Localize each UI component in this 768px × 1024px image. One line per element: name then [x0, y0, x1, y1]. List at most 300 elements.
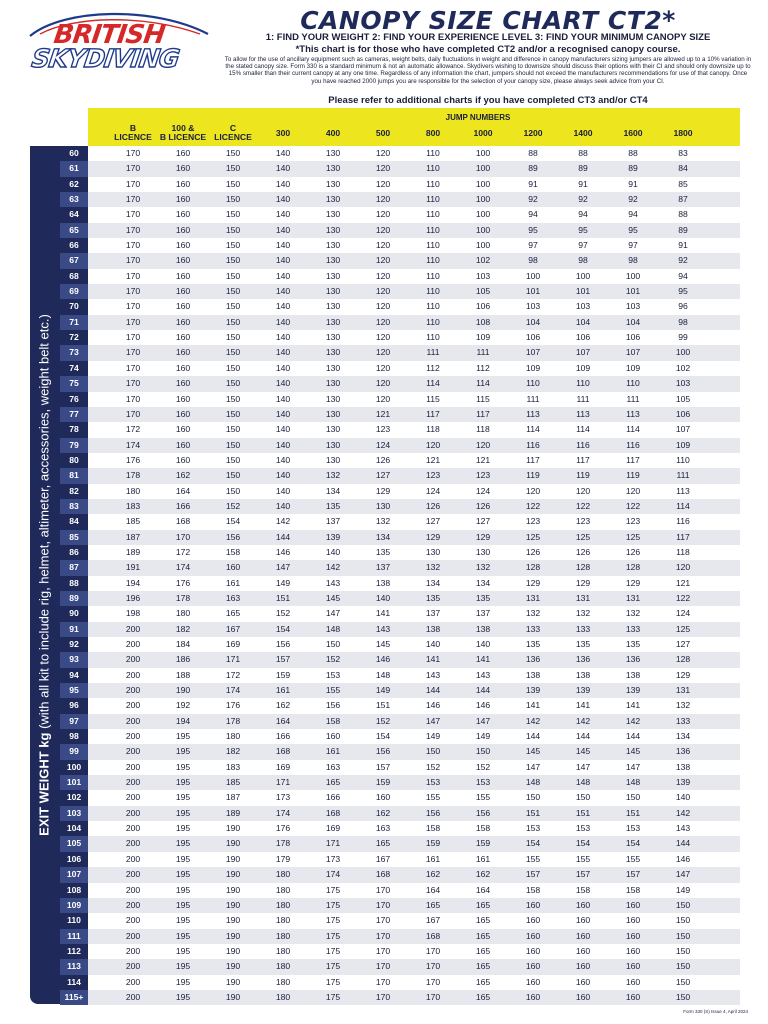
weight-cell: 83 — [60, 499, 88, 514]
canopy-size-cell: 200 — [125, 731, 141, 742]
canopy-size-cell: 130 — [325, 194, 341, 205]
canopy-size-cell: 107 — [675, 424, 691, 435]
canopy-size-cell: 160 — [175, 194, 191, 205]
table-row — [60, 453, 740, 468]
weight-cell: 77 — [60, 407, 88, 422]
canopy-size-cell: 94 — [628, 209, 638, 220]
canopy-size-cell: 110 — [426, 286, 440, 297]
column-header — [558, 129, 608, 138]
canopy-size-cell: 153 — [425, 777, 441, 788]
canopy-size-cell: 91 — [528, 178, 538, 189]
canopy-size-cell: 152 — [375, 715, 391, 726]
canopy-size-cell: 110 — [426, 301, 440, 312]
canopy-size-cell: 160 — [525, 915, 541, 926]
canopy-size-cell: 195 — [175, 777, 191, 788]
canopy-size-cell: 171 — [275, 777, 291, 788]
canopy-size-cell: 140 — [275, 500, 291, 511]
table-row — [60, 959, 740, 974]
canopy-size-cell: 170 — [125, 194, 141, 205]
canopy-size-cell: 142 — [625, 715, 641, 726]
canopy-size-cell: 96 — [678, 301, 688, 312]
weight-cell: 92 — [69, 639, 79, 649]
canopy-size-cell: 172 — [125, 424, 141, 435]
canopy-size-cell: 150 — [225, 194, 241, 205]
canopy-size-cell: 122 — [675, 592, 691, 603]
canopy-size-cell: 160 — [175, 362, 191, 373]
canopy-size-cell: 180 — [275, 945, 291, 956]
canopy-size-cell: 112 — [476, 362, 490, 373]
canopy-size-cell: 160 — [625, 899, 641, 910]
canopy-size-cell: 142 — [525, 715, 541, 726]
canopy-size-cell: 118 — [476, 424, 490, 435]
weight-cell: 88 — [69, 577, 79, 588]
canopy-size-cell: 138 — [375, 577, 391, 588]
canopy-size-cell: 175 — [325, 884, 341, 895]
canopy-size-cell: 139 — [625, 685, 641, 696]
canopy-size-cell: 111 — [426, 347, 440, 358]
canopy-size-cell: 178 — [275, 838, 291, 849]
weight-cell: 105 — [60, 836, 88, 851]
canopy-size-cell: 141 — [575, 700, 591, 711]
canopy-size-cell: 132 — [325, 470, 341, 481]
canopy-size-cell: 140 — [275, 270, 291, 281]
canopy-size-cell: 158 — [475, 823, 491, 834]
canopy-size-cell: 111 — [526, 393, 540, 404]
canopy-size-cell: 150 — [225, 347, 241, 358]
canopy-size-cell: 155 — [325, 685, 341, 696]
canopy-size-cell: 146 — [675, 853, 691, 864]
refer-note: Please refer to additional charts if you have completed CT3 and/or CT4 — [328, 95, 648, 106]
canopy-size-cell: 170 — [375, 976, 391, 987]
canopy-size-cell: 160 — [375, 792, 391, 803]
canopy-size-cell: 153 — [475, 777, 491, 788]
canopy-size-cell: 200 — [125, 976, 141, 987]
weight-cell: 72 — [69, 332, 79, 343]
canopy-size-cell: 108 — [475, 316, 491, 327]
weight-cell: 106 — [66, 853, 82, 864]
canopy-size-cell: 160 — [575, 945, 591, 956]
column-header — [108, 124, 158, 142]
canopy-size-cell: 150 — [225, 316, 241, 327]
table-row — [60, 146, 740, 161]
canopy-size-cell: 170 — [375, 884, 391, 895]
canopy-size-cell: 170 — [375, 930, 391, 941]
weight-cell: 60 — [69, 148, 79, 158]
canopy-size-cell: 123 — [375, 424, 391, 435]
canopy-size-cell: 134 — [425, 577, 441, 588]
canopy-size-cell: 170 — [125, 163, 141, 174]
exit-weight-label-bold: EXIT WEIGHT kg — [36, 732, 52, 836]
canopy-size-cell: 162 — [425, 869, 441, 880]
canopy-size-cell: 163 — [225, 592, 241, 603]
canopy-size-cell: 116 — [626, 439, 640, 450]
canopy-size-cell: 97 — [628, 240, 638, 251]
canopy-size-cell: 117 — [426, 408, 440, 419]
canopy-size-cell: 150 — [325, 639, 341, 649]
canopy-size-cell: 123 — [425, 470, 441, 481]
table-row — [60, 975, 740, 990]
canopy-size-cell: 178 — [225, 715, 241, 726]
canopy-size-cell: 140 — [275, 224, 291, 235]
weight-cell: 107 — [60, 867, 88, 882]
canopy-size-cell: 123 — [575, 516, 591, 527]
canopy-size-cell: 120 — [375, 163, 391, 174]
canopy-size-cell: 120 — [375, 255, 391, 266]
canopy-size-cell: 140 — [275, 347, 291, 358]
weight-cell: 102 — [66, 792, 82, 803]
canopy-size-cell: 167 — [225, 623, 241, 634]
table-row — [60, 698, 740, 713]
canopy-size-cell: 142 — [325, 562, 341, 573]
canopy-size-cell: 120 — [375, 393, 391, 404]
canopy-size-cell: 200 — [125, 777, 141, 788]
canopy-size-cell: 117 — [576, 454, 590, 465]
canopy-size-cell: 109 — [575, 362, 591, 373]
weight-cell: 67 — [60, 253, 88, 268]
canopy-size-cell: 120 — [375, 316, 391, 327]
canopy-size-cell: 174 — [325, 869, 341, 880]
canopy-size-cell: 140 — [275, 255, 291, 266]
canopy-size-cell: 140 — [275, 454, 291, 465]
canopy-size-cell: 178 — [125, 470, 141, 481]
canopy-size-cell: 200 — [125, 700, 141, 711]
canopy-size-cell: 138 — [425, 623, 441, 634]
canopy-size-cell: 142 — [675, 807, 691, 818]
weight-cell: 66 — [69, 240, 79, 251]
table-row — [60, 990, 740, 1005]
canopy-size-cell: 164 — [275, 715, 291, 726]
canopy-size-cell: 168 — [425, 930, 441, 941]
canopy-size-cell: 170 — [125, 270, 141, 281]
canopy-size-cell: 156 — [275, 639, 291, 649]
canopy-size-cell: 187 — [125, 531, 141, 542]
column-header-line: 1200 — [523, 128, 543, 138]
canopy-size-cell: 158 — [575, 884, 591, 895]
canopy-size-cell: 200 — [125, 945, 141, 956]
canopy-size-cell: 130 — [425, 546, 441, 557]
canopy-size-cell: 89 — [528, 163, 538, 174]
canopy-size-cell: 165 — [475, 961, 491, 972]
canopy-size-cell: 195 — [175, 915, 191, 926]
column-header-line: 500 — [375, 128, 391, 138]
canopy-size-cell: 88 — [628, 148, 638, 158]
canopy-size-cell: 174 — [125, 439, 141, 450]
canopy-size-cell: 87 — [678, 194, 688, 205]
canopy-size-cell: 142 — [575, 715, 591, 726]
canopy-size-cell: 98 — [528, 255, 538, 266]
canopy-size-cell: 190 — [225, 853, 241, 864]
table-row — [60, 407, 740, 422]
column-header — [358, 129, 408, 138]
canopy-size-cell: 152 — [425, 761, 441, 772]
canopy-size-cell: 156 — [225, 531, 241, 542]
canopy-size-cell: 174 — [175, 562, 191, 573]
canopy-size-cell: 165 — [225, 608, 241, 619]
canopy-size-cell: 119 — [576, 470, 590, 481]
weight-cell: 82 — [69, 485, 79, 496]
canopy-size-cell: 150 — [225, 163, 241, 174]
canopy-size-cell: 116 — [576, 439, 590, 450]
canopy-size-cell: 110 — [426, 255, 440, 266]
canopy-size-cell: 100 — [675, 347, 691, 358]
table-row — [60, 468, 740, 483]
canopy-size-cell: 154 — [225, 516, 241, 527]
canopy-size-cell: 170 — [125, 178, 141, 189]
canopy-size-cell: 124 — [425, 485, 441, 496]
canopy-size-cell: 129 — [375, 485, 391, 496]
canopy-size-cell: 200 — [125, 654, 141, 665]
canopy-size-cell: 115 — [426, 393, 440, 404]
weight-cell: 69 — [60, 284, 88, 299]
canopy-size-cell: 200 — [125, 823, 141, 834]
canopy-size-cell: 154 — [275, 623, 291, 634]
canopy-size-cell: 170 — [125, 301, 141, 312]
canopy-size-cell: 170 — [125, 332, 141, 343]
table-row — [60, 361, 740, 376]
canopy-size-cell: 190 — [225, 976, 241, 987]
canopy-size-cell: 175 — [325, 961, 341, 972]
canopy-size-cell: 170 — [125, 408, 141, 419]
canopy-size-cell: 170 — [125, 316, 141, 327]
weight-cell: 65 — [60, 223, 88, 238]
canopy-size-cell: 105 — [475, 286, 491, 297]
logo-line-skydiving: SKYDIVING — [29, 44, 181, 73]
canopy-size-cell: 159 — [475, 838, 491, 849]
canopy-size-cell: 160 — [175, 240, 191, 251]
canopy-size-cell: 195 — [175, 746, 191, 757]
canopy-size-cell: 176 — [275, 823, 291, 834]
canopy-size-cell: 176 — [125, 454, 141, 465]
canopy-size-cell: 130 — [325, 362, 341, 373]
canopy-size-cell: 195 — [175, 961, 191, 972]
table-row — [60, 376, 740, 391]
canopy-size-cell: 200 — [125, 715, 141, 726]
column-header — [458, 129, 508, 138]
canopy-size-cell: 127 — [375, 470, 391, 481]
canopy-size-cell: 169 — [325, 823, 341, 834]
canopy-size-cell: 165 — [475, 976, 491, 987]
canopy-size-cell: 156 — [375, 746, 391, 757]
canopy-size-cell: 154 — [625, 838, 641, 849]
canopy-size-cell: 120 — [375, 270, 391, 281]
column-header-line: 800 — [425, 128, 441, 138]
weight-cell: 68 — [69, 270, 79, 281]
table-row — [60, 422, 740, 437]
canopy-size-cell: 188 — [175, 669, 191, 680]
canopy-size-cell: 190 — [225, 899, 241, 910]
canopy-size-cell: 121 — [675, 577, 691, 588]
canopy-size-cell: 142 — [275, 516, 291, 527]
canopy-size-cell: 200 — [125, 623, 141, 634]
weight-cell: 61 — [60, 161, 88, 176]
canopy-size-cell: 128 — [625, 562, 641, 573]
canopy-size-cell: 85 — [678, 178, 688, 189]
canopy-size-cell: 170 — [375, 961, 391, 972]
instruction-steps: 1: FIND YOUR WEIGHT 2: FIND YOUR EXPERIENCE LEVEL 3: FIND YOUR MINIMUM CANOPY SIZE — [265, 32, 711, 43]
weight-cell: 99 — [60, 744, 88, 759]
canopy-size-cell: 180 — [125, 485, 141, 496]
canopy-size-cell: 95 — [578, 224, 588, 235]
canopy-size-cell: 160 — [175, 148, 191, 158]
canopy-size-cell: 95 — [678, 286, 688, 297]
canopy-size-cell: 190 — [225, 823, 241, 834]
canopy-size-cell: 120 — [675, 562, 691, 573]
weight-cell: 78 — [69, 424, 79, 435]
canopy-size-cell: 150 — [225, 148, 241, 158]
table-row — [60, 392, 740, 407]
canopy-size-cell: 184 — [175, 639, 191, 649]
canopy-size-cell: 120 — [375, 148, 391, 158]
canopy-size-cell: 174 — [275, 807, 291, 818]
canopy-size-cell: 111 — [626, 393, 640, 404]
canopy-size-cell: 150 — [225, 485, 241, 496]
canopy-size-cell: 155 — [575, 853, 591, 864]
weight-cell: 71 — [60, 315, 88, 330]
table-header — [88, 108, 740, 146]
canopy-size-cell: 110 — [426, 224, 440, 235]
canopy-size-cell: 149 — [375, 685, 391, 696]
canopy-size-cell: 158 — [525, 884, 541, 895]
canopy-size-cell: 160 — [175, 286, 191, 297]
canopy-size-cell: 170 — [375, 899, 391, 910]
canopy-size-cell: 190 — [225, 915, 241, 926]
canopy-size-cell: 120 — [625, 485, 641, 496]
canopy-size-cell: 153 — [525, 823, 541, 834]
weight-cell: 63 — [60, 192, 88, 207]
canopy-size-cell: 88 — [678, 209, 688, 220]
canopy-size-cell: 130 — [325, 347, 341, 358]
weight-cell: 80 — [69, 454, 79, 465]
canopy-size-cell: 150 — [225, 424, 241, 435]
weight-cell: 96 — [69, 700, 79, 711]
canopy-size-cell: 94 — [678, 270, 688, 281]
canopy-size-cell: 144 — [525, 731, 541, 742]
canopy-size-cell: 165 — [325, 777, 341, 788]
canopy-size-cell: 157 — [375, 761, 391, 772]
canopy-size-cell: 113 — [676, 485, 690, 496]
canopy-size-cell: 150 — [225, 408, 241, 419]
canopy-size-cell: 140 — [275, 439, 291, 450]
canopy-size-cell: 130 — [325, 286, 341, 297]
canopy-size-cell: 200 — [125, 961, 141, 972]
weight-cell: 101 — [60, 775, 88, 790]
table-row — [60, 790, 740, 805]
canopy-size-cell: 162 — [175, 470, 191, 481]
canopy-size-cell: 114 — [426, 378, 440, 389]
canopy-size-cell: 154 — [525, 838, 541, 849]
canopy-size-cell: 92 — [528, 194, 538, 205]
canopy-size-cell: 173 — [275, 792, 291, 803]
weight-cell: 76 — [69, 393, 79, 404]
canopy-size-cell: 164 — [425, 884, 441, 895]
canopy-size-cell: 120 — [375, 332, 391, 343]
canopy-size-cell: 104 — [525, 316, 541, 327]
canopy-size-cell: 130 — [325, 224, 341, 235]
canopy-size-cell: 182 — [175, 623, 191, 634]
canopy-size-cell: 150 — [225, 332, 241, 343]
canopy-size-cell: 101 — [525, 286, 541, 297]
canopy-size-cell: 128 — [675, 654, 691, 665]
column-header — [158, 124, 208, 142]
table-row — [60, 683, 740, 698]
canopy-size-cell: 106 — [675, 408, 691, 419]
canopy-size-cell: 161 — [225, 577, 241, 588]
canopy-size-cell: 95 — [628, 224, 638, 235]
canopy-size-cell: 160 — [175, 255, 191, 266]
canopy-size-cell: 129 — [575, 577, 591, 588]
table-row — [60, 299, 740, 314]
canopy-size-cell: 139 — [675, 777, 691, 788]
column-header — [608, 129, 658, 138]
canopy-size-cell: 140 — [275, 378, 291, 389]
weight-cell: 91 — [60, 622, 88, 637]
canopy-size-cell: 155 — [475, 792, 491, 803]
canopy-size-cell: 129 — [475, 531, 491, 542]
canopy-size-cell: 137 — [375, 562, 391, 573]
canopy-size-cell: 195 — [175, 731, 191, 742]
canopy-size-cell: 147 — [475, 715, 491, 726]
canopy-size-cell: 91 — [628, 178, 638, 189]
canopy-size-cell: 126 — [525, 546, 541, 557]
canopy-size-cell: 109 — [525, 362, 541, 373]
canopy-size-cell: 140 — [275, 240, 291, 251]
canopy-size-cell: 145 — [625, 746, 641, 757]
canopy-size-cell: 150 — [225, 439, 241, 450]
canopy-size-cell: 120 — [375, 378, 391, 389]
weight-cell: 86 — [69, 546, 79, 557]
canopy-size-cell: 141 — [525, 700, 541, 711]
canopy-size-cell: 132 — [575, 608, 591, 619]
canopy-size-cell: 150 — [675, 976, 691, 987]
canopy-size-cell: 145 — [325, 592, 341, 603]
canopy-size-cell: 133 — [525, 623, 541, 634]
canopy-size-cell: 161 — [325, 746, 341, 757]
canopy-size-cell: 120 — [525, 485, 541, 496]
canopy-size-cell: 110 — [426, 209, 440, 220]
canopy-size-cell: 140 — [275, 470, 291, 481]
canopy-size-cell: 120 — [375, 347, 391, 358]
weight-cell: 108 — [66, 884, 82, 895]
canopy-size-cell: 110 — [426, 240, 440, 251]
canopy-size-cell: 150 — [575, 792, 591, 803]
column-header-line: 1000 — [473, 128, 493, 138]
canopy-size-cell: 132 — [675, 700, 691, 711]
canopy-size-cell: 200 — [125, 761, 141, 772]
column-header — [208, 124, 258, 142]
canopy-size-cell: 200 — [125, 838, 141, 849]
weight-cell: 70 — [69, 301, 79, 312]
canopy-size-cell: 183 — [125, 500, 141, 511]
canopy-size-cell: 160 — [625, 976, 641, 987]
weight-cell: 87 — [60, 560, 88, 575]
canopy-size-cell: 138 — [575, 669, 591, 680]
canopy-size-cell: 126 — [475, 500, 491, 511]
canopy-size-cell: 174 — [225, 685, 241, 696]
canopy-size-cell: 97 — [528, 240, 538, 251]
canopy-size-cell: 133 — [675, 715, 691, 726]
canopy-size-cell: 98 — [678, 316, 688, 327]
canopy-size-cell: 168 — [175, 516, 191, 527]
column-header-line: 1400 — [573, 128, 593, 138]
canopy-size-cell: 106 — [625, 332, 641, 343]
canopy-size-cell: 185 — [225, 777, 241, 788]
canopy-size-cell: 120 — [375, 224, 391, 235]
canopy-size-cell: 110 — [426, 148, 440, 158]
column-header-line: 400 — [325, 128, 341, 138]
canopy-size-cell: 150 — [225, 255, 241, 266]
canopy-size-cell: 140 — [275, 485, 291, 496]
canopy-size-cell: 135 — [375, 546, 391, 557]
